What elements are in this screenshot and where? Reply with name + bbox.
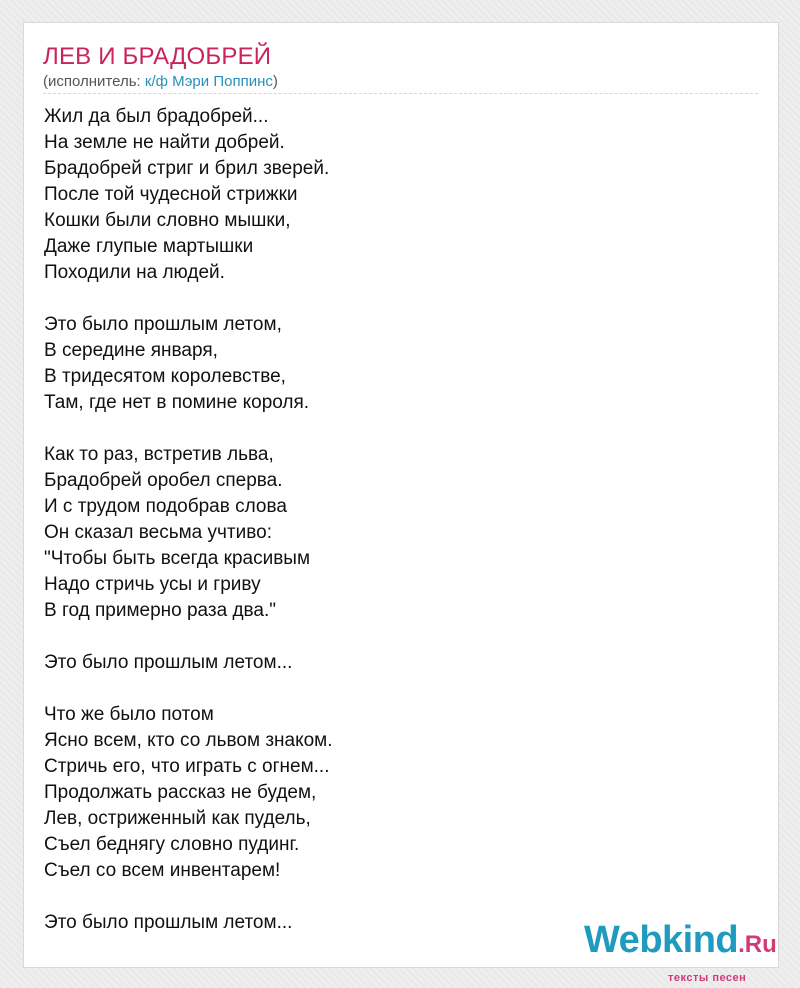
logo-wordmark	[584, 920, 777, 965]
header-divider	[43, 93, 758, 94]
artist-suffix: )	[272, 73, 278, 90]
logo-tld: .Ru	[738, 931, 777, 958]
artist-line	[43, 73, 278, 91]
logo-tagline: тексты песен	[668, 972, 747, 984]
artist-link[interactable]: к/ф Мэри Поппинс	[144, 73, 273, 90]
lyrics-text: Жил да был брадобрей... На земле не найти добрей. Брадобрей стриг и брил зверей. После той чудесной стрижки Кошки были словно мышки, Даже глупые мартышки Походили на людей. Это было прошлым летом, В середине января, В тридесятом королевстве, Там, где нет в помине короля. Как то раз, встретив льва, Брадобрей оробел сперва. И с трудом подобрав слова Он сказал весьма учтиво: "Чтобы быть всегда красивым Надо стричь усы и гриву В год примерно раза два." Это было прошлым летом... Что же было потом Ясно всем, кто со львом знаком. Стричь его, что играть с огнем... Продолжать рассказ не будем, Лев, остриженный как пудель, Съел беднягу словно пудинг. Съел со всем инвентарем! Это было прошлым летом...	[44, 106, 333, 933]
site-logo[interactable]	[584, 919, 784, 984]
artist-prefix: (исполнитель:	[43, 73, 145, 90]
song-title: ЛЕВ И БРАДОБРЕЙ	[43, 43, 272, 70]
logo-main-text: Webkind	[584, 919, 739, 961]
lyrics-card	[23, 22, 779, 984]
